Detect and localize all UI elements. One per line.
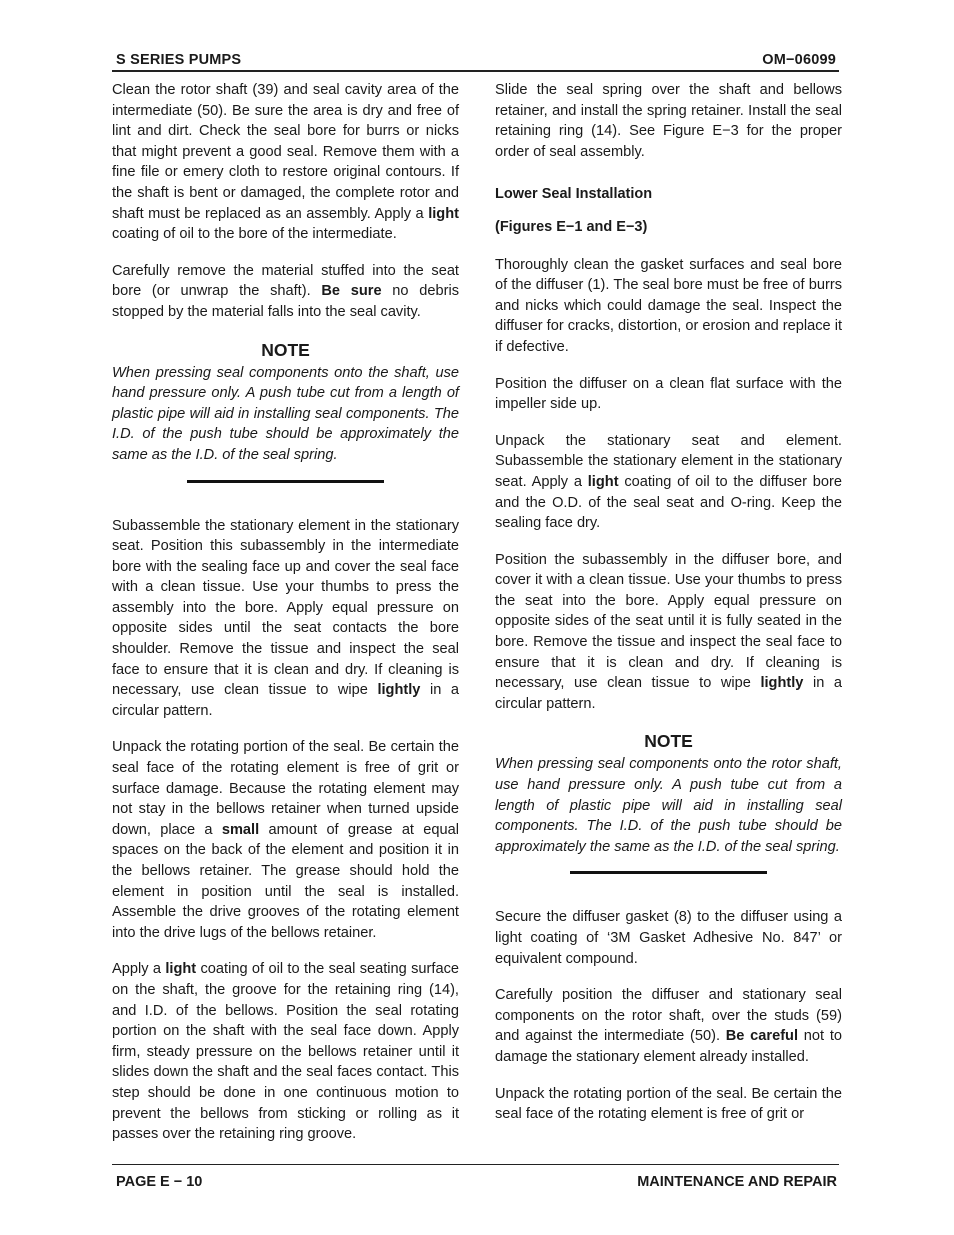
paragraph-apply-oil: Apply a light coating of oil to the seal seating surface on the shaft, the groove for the retaining ring (14), and I.D. of the bellows. Position the seal rotating portion on the shaft with the seal face down. Apply firm, steady pressure on the bellows retainer until it slides down the shaft and the seal faces contact. This step should be done in one continuous motion to prevent the bellows from sticking or rolling as it passes over the retaining ring groove. (112, 961, 459, 1143)
footer-rule (112, 1164, 839, 1165)
paragraph-position-diffuser-shaft: Carefully position the diffuser and stationary seal components on the rotor shaft, over the studs (59) and against the intermediate (50). Be careful not to damage the stationary element already installed. (495, 987, 842, 1065)
left-column (112, 80, 459, 1145)
paragraph-unpack-rotating-lower: Unpack the rotating portion of the seal. Be certain the seal face of the rotating element is free of grit or (495, 1085, 842, 1123)
paragraph-clean-rotor-shaft: Clean the rotor shaft (39) and seal cavity area of the intermediate (50). Be sure the area is dry and free of lint and dirt. Check the seal bore for burrs or nicks that might prevent a good seal. Remove them with a fine file or emery cloth to restore original contours. If the shaft is bent or damaged, the complete rotor and shaft must be replaced as an assembly. Apply a light coating of oil to the bore of the intermediate. (112, 82, 459, 243)
note-divider (187, 480, 384, 483)
right-column (495, 80, 842, 1125)
paragraph-position-subassembly: Position the subassembly in the diffuser bore, and cover it with a clean tissue. Use your thumbs to press the seat into the bore. Apply equal pressure on opposite sides of the seat until it is fully seated in the bore. Remove the tissue and inspect the seal face to ensure that it is clean and dry. If cleaning is necessary, use clean tissue to wipe lightly in a circular pattern. (495, 551, 842, 712)
section-heading: Lower Seal Installation (495, 186, 653, 203)
note-title: NOTE (261, 339, 310, 360)
paragraph-slide-spring: Slide the seal spring over the shaft and bellows retainer, and install the spring retainer. Install the seal retaining ring (14). See Figure E−3 for the proper order of seal assembly. (495, 82, 842, 160)
paragraph-unpack-rotating: Unpack the rotating portion of the seal. Be certain the seal face of the rotating element is free of grit or surface damage. Because the rotating element may not stay in the bellows retainer when turned upside down, place a small amount of grease at equal spaces on the back of the element and position it in the bellows retainer. The grease should hold the element in position until the seal is installed. Assemble the drive grooves of the rotating element into the drive lugs of the bellows retainer. (112, 739, 459, 941)
note-body: When pressing seal components onto the shaft, use hand pressure only. A push tube cut from a length of plastic pipe will aid in installing seal components. The I.D. of the push tube should be approximately the same as the I.D. of the seal spring. (112, 364, 459, 463)
footer-section-title: MAINTENANCE AND REPAIR (637, 1174, 837, 1190)
note-title: NOTE (644, 731, 693, 752)
paragraph-remove-material: Carefully remove the material stuffed into the seat bore (or unwrap the shaft). Be sure no debris stopped by the material falls into the seal cavity. (112, 262, 459, 320)
paragraph-clean-gasket: Thoroughly clean the gasket surfaces and seal bore of the diffuser (1). The seal bore must be free of burrs and nicks which could damage the seal. Inspect the diffuser for cracks, distortion, or erosion and replace it if defective. (495, 256, 842, 355)
header-series-title: S SERIES PUMPS (116, 52, 242, 68)
paragraph-subassemble-stationary: Subassemble the stationary element in the stationary seat. Position this subassembly in the intermediate bore with the sealing face up and cover the seal face with a clean tissue. Use your thumbs to press the assembly into the bore. Apply equal pressure on opposite sides until the seat contacts the bore shoulder. Remove the tissue and inspect the seal face to ensure that it is clean and dry. If cleaning is necessary, use clean tissue to wipe lightly in a circular pattern. (112, 517, 459, 719)
header-rule (112, 70, 839, 72)
paragraph-secure-gasket: Secure the diffuser gasket (8) to the diffuser using a light coating of ‘3M Gasket Adhesive No. 847’ or equivalent compound. (495, 909, 842, 967)
note-body: When pressing seal components onto the rotor shaft, use hand pressure only. A push tube cut from a length of plastic pipe will aid in installing seal components. The I.D. of the push tube should be approximately the same as the I.D. of the seal spring. (495, 756, 842, 855)
paragraph-position-diffuser: Position the diffuser on a clean flat surface with the impeller side up. (495, 375, 842, 413)
footer-page-number: PAGE E − 10 (116, 1174, 203, 1190)
header-document-number: OM−06099 (762, 52, 836, 68)
note-divider (570, 871, 767, 874)
paragraph-unpack-stationary: Unpack the stationary seat and element. Subassemble the stationary element in the stationary seat. Apply a light coating of oil to the diffuser bore and the O.D. of the seal seat and O-ring. Keep the sealing face dry. (495, 432, 842, 532)
section-figure-reference: (Figures E−1 and E−3) (495, 218, 648, 235)
